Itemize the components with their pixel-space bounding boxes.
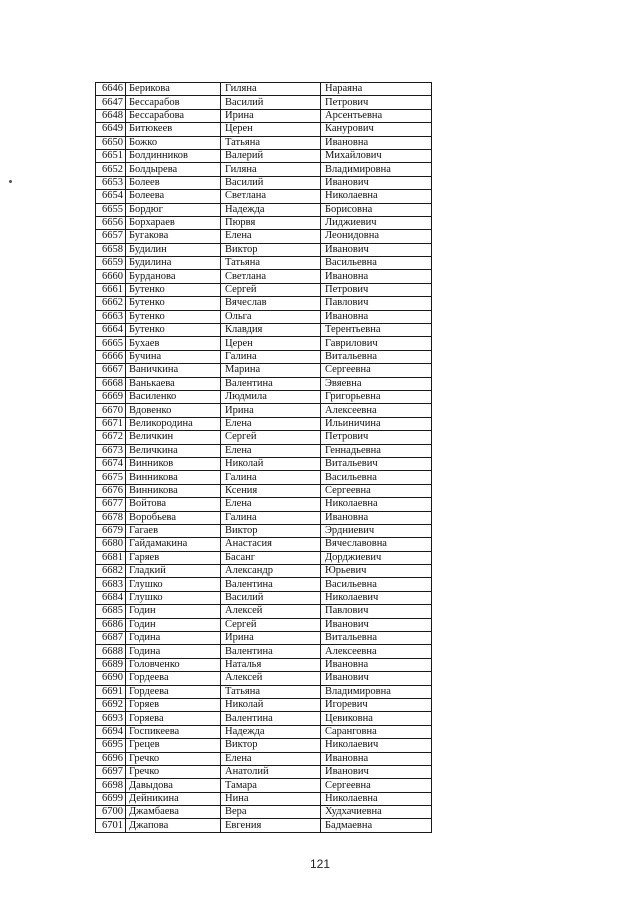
patronymic-cell: Вячеславовна — [321, 538, 432, 551]
row-number: 6668 — [96, 377, 126, 390]
table-row — [96, 578, 432, 591]
patronymic-cell: Лиджиевич — [321, 216, 432, 229]
surname-cell: Бутенко — [126, 324, 221, 337]
patronymic-cell: Иванович — [321, 765, 432, 778]
first-name-cell: Клавдия — [221, 324, 321, 337]
row-number: 6649 — [96, 123, 126, 136]
surname-cell: Величкин — [126, 431, 221, 444]
patronymic-cell: Витальевна — [321, 350, 432, 363]
row-number: 6653 — [96, 176, 126, 189]
first-name-cell: Светлана — [221, 270, 321, 283]
table-row — [96, 819, 432, 832]
patronymic-cell: Сергеевна — [321, 364, 432, 377]
surname-cell: Госпикеева — [126, 725, 221, 738]
first-name-cell: Виктор — [221, 243, 321, 256]
patronymic-cell: Борисовна — [321, 203, 432, 216]
patronymic-cell: Гаврилович — [321, 337, 432, 350]
row-number: 6675 — [96, 471, 126, 484]
patronymic-cell: Петрович — [321, 283, 432, 296]
patronymic-cell: Михайлович — [321, 149, 432, 162]
table-row — [96, 685, 432, 698]
first-name-cell: Валентина — [221, 645, 321, 658]
patronymic-cell: Васильевна — [321, 578, 432, 591]
first-name-cell: Гиляна — [221, 83, 321, 96]
table-row — [96, 471, 432, 484]
surname-cell: Годин — [126, 605, 221, 618]
patronymic-cell: Ивановна — [321, 136, 432, 149]
table-row — [96, 390, 432, 403]
surname-cell: Гордеева — [126, 685, 221, 698]
first-name-cell: Елена — [221, 444, 321, 457]
patronymic-cell: Ивановна — [321, 511, 432, 524]
row-number: 6657 — [96, 230, 126, 243]
row-number: 6697 — [96, 765, 126, 778]
row-number: 6692 — [96, 698, 126, 711]
table-row — [96, 444, 432, 457]
row-number: 6658 — [96, 243, 126, 256]
row-number: 6663 — [96, 310, 126, 323]
row-number: 6677 — [96, 498, 126, 511]
first-name-cell: Александр — [221, 565, 321, 578]
table-row — [96, 806, 432, 819]
first-name-cell: Виктор — [221, 524, 321, 537]
table-row — [96, 324, 432, 337]
first-name-cell: Татьяна — [221, 136, 321, 149]
surname-cell: Ванькаева — [126, 377, 221, 390]
table-row — [96, 163, 432, 176]
patronymic-cell: Саранговна — [321, 725, 432, 738]
patronymic-cell: Сергеевна — [321, 484, 432, 497]
page-number: 121 — [309, 857, 331, 871]
patronymic-cell: Николаевич — [321, 591, 432, 604]
table-row — [96, 658, 432, 671]
patronymic-cell: Витальевич — [321, 457, 432, 470]
first-name-cell: Ирина — [221, 404, 321, 417]
first-name-cell: Галина — [221, 511, 321, 524]
table-row — [96, 230, 432, 243]
surname-cell: Бордюг — [126, 203, 221, 216]
table-row — [96, 632, 432, 645]
registry-table — [95, 82, 432, 833]
surname-cell: Болеев — [126, 176, 221, 189]
row-number: 6699 — [96, 792, 126, 805]
patronymic-cell: Владимировна — [321, 163, 432, 176]
row-number: 6678 — [96, 511, 126, 524]
surname-cell: Гречко — [126, 752, 221, 765]
first-name-cell: Ольга — [221, 310, 321, 323]
first-name-cell: Елена — [221, 498, 321, 511]
first-name-cell: Ирина — [221, 109, 321, 122]
table-row — [96, 283, 432, 296]
surname-cell: Гордеева — [126, 672, 221, 685]
patronymic-cell: Иванович — [321, 618, 432, 631]
row-number: 6676 — [96, 484, 126, 497]
surname-cell: Горяева — [126, 712, 221, 725]
row-number: 6648 — [96, 109, 126, 122]
row-number: 6664 — [96, 324, 126, 337]
row-number: 6681 — [96, 551, 126, 564]
table-row — [96, 605, 432, 618]
table-row — [96, 792, 432, 805]
surname-cell: Бутенко — [126, 310, 221, 323]
surname-cell: Головченко — [126, 658, 221, 671]
row-number: 6654 — [96, 190, 126, 203]
first-name-cell: Людмила — [221, 390, 321, 403]
row-number: 6650 — [96, 136, 126, 149]
row-number: 6667 — [96, 364, 126, 377]
patronymic-cell: Нараяна — [321, 83, 432, 96]
first-name-cell: Надежда — [221, 725, 321, 738]
table-row — [96, 257, 432, 270]
first-name-cell: Тамара — [221, 779, 321, 792]
first-name-cell: Ирина — [221, 632, 321, 645]
surname-cell: Войтова — [126, 498, 221, 511]
surname-cell: Бугакова — [126, 230, 221, 243]
registry-body — [96, 83, 432, 833]
first-name-cell: Алексей — [221, 605, 321, 618]
row-number: 6700 — [96, 806, 126, 819]
surname-cell: Божко — [126, 136, 221, 149]
table-row — [96, 618, 432, 631]
surname-cell: Великородина — [126, 417, 221, 430]
patronymic-cell: Игоревич — [321, 698, 432, 711]
surname-cell: Гаряев — [126, 551, 221, 564]
surname-cell: Борхараев — [126, 216, 221, 229]
patronymic-cell: Худхачиевна — [321, 806, 432, 819]
table-row — [96, 310, 432, 323]
first-name-cell: Василий — [221, 176, 321, 189]
table-row — [96, 377, 432, 390]
first-name-cell: Виктор — [221, 739, 321, 752]
surname-cell: Гагаев — [126, 524, 221, 537]
patronymic-cell: Иванович — [321, 672, 432, 685]
table-row — [96, 297, 432, 310]
surname-cell: Бессарабов — [126, 96, 221, 109]
row-number: 6655 — [96, 203, 126, 216]
first-name-cell: Сергей — [221, 283, 321, 296]
surname-cell: Година — [126, 632, 221, 645]
first-name-cell: Анастасия — [221, 538, 321, 551]
row-number: 6684 — [96, 591, 126, 604]
table-row — [96, 123, 432, 136]
table-row — [96, 739, 432, 752]
row-number: 6673 — [96, 444, 126, 457]
surname-cell: Винникова — [126, 484, 221, 497]
surname-cell: Гладкий — [126, 565, 221, 578]
surname-cell: Бутенко — [126, 297, 221, 310]
table-row — [96, 176, 432, 189]
table-row — [96, 538, 432, 551]
row-number: 6661 — [96, 283, 126, 296]
first-name-cell: Николай — [221, 457, 321, 470]
first-name-cell: Сергей — [221, 431, 321, 444]
row-number: 6659 — [96, 257, 126, 270]
surname-cell: Година — [126, 645, 221, 658]
row-number: 6688 — [96, 645, 126, 658]
first-name-cell: Надежда — [221, 203, 321, 216]
row-number: 6652 — [96, 163, 126, 176]
row-number: 6670 — [96, 404, 126, 417]
first-name-cell: Анатолий — [221, 765, 321, 778]
row-number: 6647 — [96, 96, 126, 109]
row-number: 6698 — [96, 779, 126, 792]
table-row — [96, 591, 432, 604]
surname-cell: Ваничкина — [126, 364, 221, 377]
patronymic-cell: Павлович — [321, 297, 432, 310]
table-row — [96, 551, 432, 564]
row-number: 6669 — [96, 390, 126, 403]
surname-cell: Вдовенко — [126, 404, 221, 417]
surname-cell: Винников — [126, 457, 221, 470]
patronymic-cell: Павлович — [321, 605, 432, 618]
table-row — [96, 498, 432, 511]
first-name-cell: Николай — [221, 698, 321, 711]
row-number: 6696 — [96, 752, 126, 765]
surname-cell: Грецев — [126, 739, 221, 752]
first-name-cell: Светлана — [221, 190, 321, 203]
patronymic-cell: Иванович — [321, 176, 432, 189]
table-row — [96, 725, 432, 738]
row-number: 6651 — [96, 149, 126, 162]
surname-cell: Джапова — [126, 819, 221, 832]
table-row — [96, 350, 432, 363]
surname-cell: Давыдова — [126, 779, 221, 792]
first-name-cell: Елена — [221, 230, 321, 243]
patronymic-cell: Витальевна — [321, 632, 432, 645]
first-name-cell: Пюрвя — [221, 216, 321, 229]
patronymic-cell: Ивановна — [321, 658, 432, 671]
first-name-cell: Татьяна — [221, 257, 321, 270]
patronymic-cell: Владимировна — [321, 685, 432, 698]
first-name-cell: Наталья — [221, 658, 321, 671]
patronymic-cell: Сергеевна — [321, 779, 432, 792]
row-number: 6695 — [96, 739, 126, 752]
table-row — [96, 337, 432, 350]
surname-cell: Василенко — [126, 390, 221, 403]
patronymic-cell: Цевиковна — [321, 712, 432, 725]
patronymic-cell: Ивановна — [321, 270, 432, 283]
table-row — [96, 270, 432, 283]
surname-cell: Горяев — [126, 698, 221, 711]
row-number: 6679 — [96, 524, 126, 537]
table-row — [96, 431, 432, 444]
table-row — [96, 96, 432, 109]
row-number: 6691 — [96, 685, 126, 698]
first-name-cell: Галина — [221, 471, 321, 484]
patronymic-cell: Петрович — [321, 431, 432, 444]
first-name-cell: Церен — [221, 337, 321, 350]
surname-cell: Бурданова — [126, 270, 221, 283]
surname-cell: Бучина — [126, 350, 221, 363]
first-name-cell: Елена — [221, 417, 321, 430]
row-number: 6674 — [96, 457, 126, 470]
first-name-cell: Елена — [221, 752, 321, 765]
table-row — [96, 404, 432, 417]
surname-cell: Бессарабова — [126, 109, 221, 122]
surname-cell: Болдырева — [126, 163, 221, 176]
patronymic-cell: Петрович — [321, 96, 432, 109]
first-name-cell: Евгения — [221, 819, 321, 832]
surname-cell: Берикова — [126, 83, 221, 96]
first-name-cell: Вячеслав — [221, 297, 321, 310]
row-number: 6683 — [96, 578, 126, 591]
table-row — [96, 243, 432, 256]
table-row — [96, 457, 432, 470]
patronymic-cell: Иванович — [321, 243, 432, 256]
row-number: 6660 — [96, 270, 126, 283]
first-name-cell: Василий — [221, 591, 321, 604]
table-row — [96, 109, 432, 122]
first-name-cell: Басанг — [221, 551, 321, 564]
row-number: 6686 — [96, 618, 126, 631]
surname-cell: Болеева — [126, 190, 221, 203]
table-row — [96, 136, 432, 149]
first-name-cell: Вера — [221, 806, 321, 819]
surname-cell: Глушко — [126, 578, 221, 591]
patronymic-cell: Алексеевна — [321, 404, 432, 417]
table-row — [96, 364, 432, 377]
first-name-cell: Валентина — [221, 712, 321, 725]
surname-cell: Гречко — [126, 765, 221, 778]
table-row — [96, 765, 432, 778]
table-row — [96, 752, 432, 765]
row-number: 6672 — [96, 431, 126, 444]
row-number: 6656 — [96, 216, 126, 229]
patronymic-cell: Терентьевна — [321, 324, 432, 337]
row-number: 6682 — [96, 565, 126, 578]
table-row — [96, 672, 432, 685]
row-number: 6666 — [96, 350, 126, 363]
patronymic-cell: Ильиничина — [321, 417, 432, 430]
surname-cell: Бухаев — [126, 337, 221, 350]
first-name-cell: Марина — [221, 364, 321, 377]
first-name-cell: Гиляна — [221, 163, 321, 176]
first-name-cell: Алексей — [221, 672, 321, 685]
patronymic-cell: Ивановна — [321, 310, 432, 323]
table-row — [96, 216, 432, 229]
surname-cell: Будилин — [126, 243, 221, 256]
patronymic-cell: Николаевич — [321, 739, 432, 752]
patronymic-cell: Ивановна — [321, 752, 432, 765]
patronymic-cell: Николаевна — [321, 498, 432, 511]
patronymic-cell: Николаевна — [321, 190, 432, 203]
surname-cell: Будилина — [126, 257, 221, 270]
first-name-cell: Церен — [221, 123, 321, 136]
first-name-cell: Василий — [221, 96, 321, 109]
surname-cell: Джамбаева — [126, 806, 221, 819]
first-name-cell: Валентина — [221, 578, 321, 591]
first-name-cell: Сергей — [221, 618, 321, 631]
row-number: 6680 — [96, 538, 126, 551]
row-number: 6701 — [96, 819, 126, 832]
first-name-cell: Татьяна — [221, 685, 321, 698]
surname-cell: Болдинников — [126, 149, 221, 162]
row-number: 6646 — [96, 83, 126, 96]
table-row — [96, 511, 432, 524]
patronymic-cell: Николаевна — [321, 792, 432, 805]
first-name-cell: Валентина — [221, 377, 321, 390]
table-row — [96, 203, 432, 216]
first-name-cell: Ксения — [221, 484, 321, 497]
surname-cell: Битюкеев — [126, 123, 221, 136]
table-row — [96, 149, 432, 162]
surname-cell: Бутенко — [126, 283, 221, 296]
patronymic-cell: Бадмаевна — [321, 819, 432, 832]
table-row — [96, 83, 432, 96]
patronymic-cell: Дорджиевич — [321, 551, 432, 564]
patronymic-cell: Григорьевна — [321, 390, 432, 403]
first-name-cell: Нина — [221, 792, 321, 805]
table-row — [96, 484, 432, 497]
patronymic-cell: Арсентьевна — [321, 109, 432, 122]
table-row — [96, 645, 432, 658]
patronymic-cell: Васильевна — [321, 257, 432, 270]
patronymic-cell: Васильевна — [321, 471, 432, 484]
surname-cell: Величкина — [126, 444, 221, 457]
row-number: 6690 — [96, 672, 126, 685]
row-number: 6671 — [96, 417, 126, 430]
patronymic-cell: Алексеевна — [321, 645, 432, 658]
row-number: 6687 — [96, 632, 126, 645]
first-name-cell: Валерий — [221, 149, 321, 162]
patronymic-cell: Эрдниевич — [321, 524, 432, 537]
surname-cell: Глушко — [126, 591, 221, 604]
surname-cell: Воробьева — [126, 511, 221, 524]
patronymic-cell: Юрьевич — [321, 565, 432, 578]
row-number: 6662 — [96, 297, 126, 310]
first-name-cell: Галина — [221, 350, 321, 363]
table-row — [96, 190, 432, 203]
row-number: 6689 — [96, 658, 126, 671]
row-number: 6694 — [96, 725, 126, 738]
table-row — [96, 524, 432, 537]
row-number: 6665 — [96, 337, 126, 350]
surname-cell: Годин — [126, 618, 221, 631]
table-row — [96, 698, 432, 711]
surname-cell: Дейникина — [126, 792, 221, 805]
scan-speck — [9, 180, 12, 183]
patronymic-cell: Канурович — [321, 123, 432, 136]
patronymic-cell: Леонидовна — [321, 230, 432, 243]
patronymic-cell: Эвяевна — [321, 377, 432, 390]
table-row — [96, 779, 432, 792]
table-row — [96, 565, 432, 578]
surname-cell: Гайдамакина — [126, 538, 221, 551]
patronymic-cell: Геннадьевна — [321, 444, 432, 457]
row-number: 6693 — [96, 712, 126, 725]
table-row — [96, 712, 432, 725]
table-row — [96, 417, 432, 430]
surname-cell: Винникова — [126, 471, 221, 484]
row-number: 6685 — [96, 605, 126, 618]
